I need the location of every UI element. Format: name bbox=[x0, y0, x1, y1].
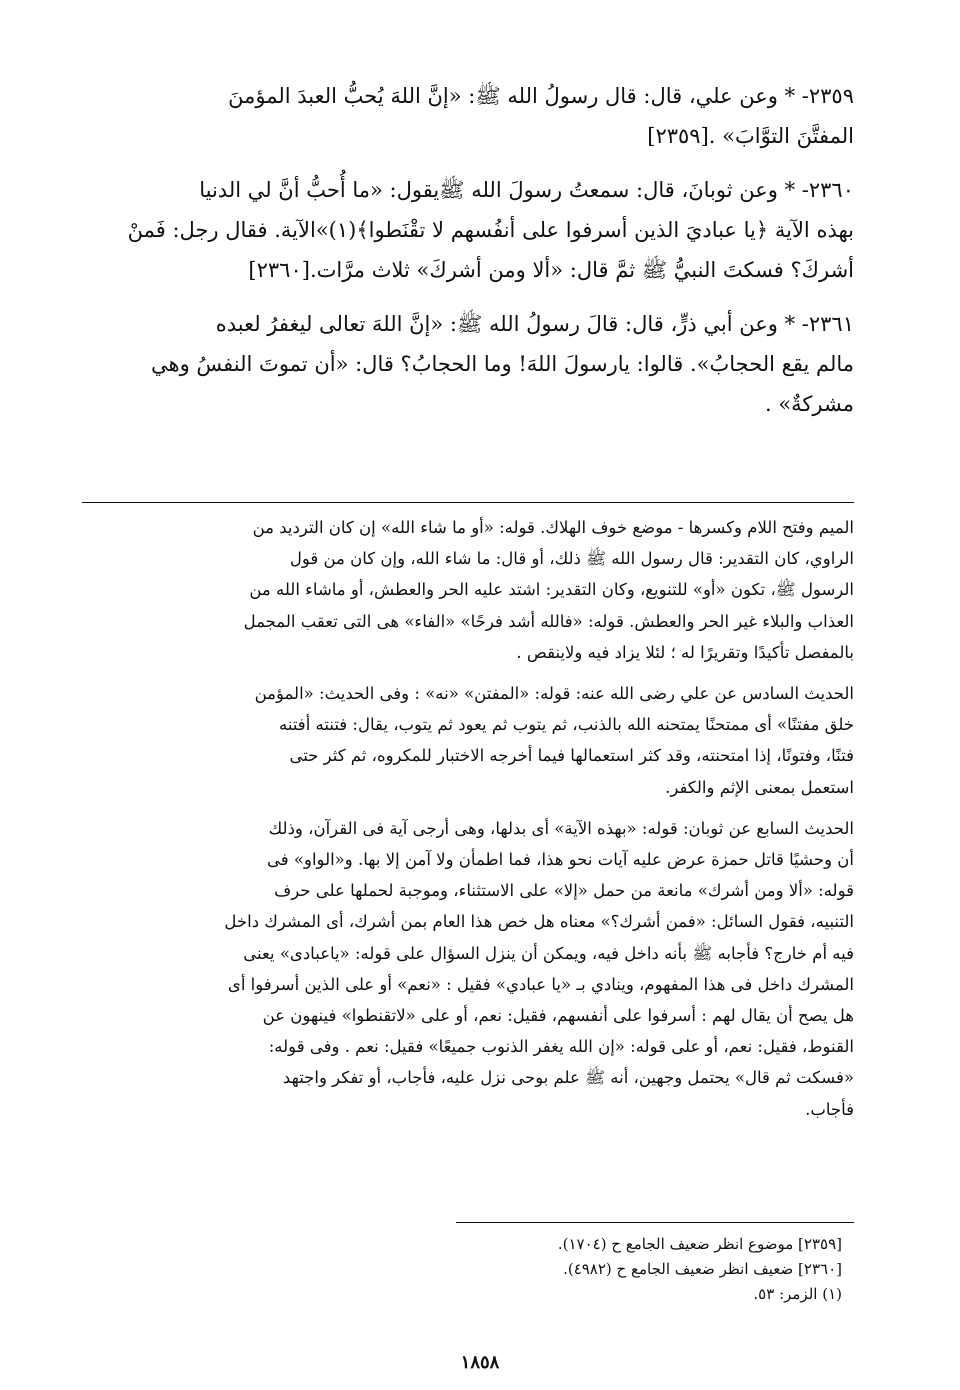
commentary-section bbox=[82, 512, 854, 1135]
text-line: القنوط، فقيل: نعم، أو على قوله: «إن الله يغفر الذنوب جميعًا» فقيل: نعم . وفى قوله: bbox=[268, 1037, 854, 1057]
section-divider bbox=[82, 502, 854, 503]
hadith-2359 bbox=[82, 76, 854, 156]
text-line: فتنًا، وفتونًا، إذا امتحنته، وقد كثر استعمالها فيما أخرجه الاختبار للمكروه، ثم كثر حتى bbox=[289, 746, 854, 766]
text-line: ٢٣٦١- * وعن أبي ذرٍّ، قال: قالَ رسولُ الله ﷺ: «إنَّ اللهَ تعالى ليغفرُ لعبده bbox=[215, 312, 854, 336]
page-number: ١٨٥٨ bbox=[460, 1352, 500, 1373]
hadith-2360 bbox=[82, 170, 854, 290]
footnote: (١) الزمر: ٥٣. bbox=[753, 1285, 842, 1303]
text-line: بالمفصل تأكيدًا وتقريرًا له ؛ لئلا يزاد فيه ولاينقص . bbox=[516, 642, 854, 662]
text-line: المفتَّنَ التوَّابَ» .[٢٣٥٩] bbox=[647, 124, 854, 148]
text-line: الرسول ﷺ، تكون «أو» للتنويع، وكان التقدير: اشتد عليه الحر والعطش، أو ماشاء الله من bbox=[249, 580, 854, 600]
text-line: الحديث السابع عن ثوبان: قوله: «بهذه الآية» أى بدلها، وهى أرجى آية فى القرآن، وذلك bbox=[268, 818, 854, 838]
footnote-divider bbox=[456, 1222, 854, 1223]
commentary-paragraph bbox=[82, 678, 854, 803]
text-line: هل يصح أن يقال لهم : أسرفوا على أنفسهم، فقيل: نعم، أو على «لاتقنطوا» فينهون عن bbox=[262, 1006, 854, 1026]
hadith-2361 bbox=[82, 304, 854, 424]
commentary-paragraph bbox=[82, 813, 854, 1125]
text-line: ٢٣٥٩- * وعن علي، قال: قال رسولُ الله ﷺ: «إنَّ اللهَ يُحبُّ العبدَ المؤمنَ bbox=[228, 84, 854, 108]
text-line: «فسكت ثم قال» يحتمل وجهين، أنه ﷺ علم بوحى نزل عليه، فأجاب، أو تفكر واجتهد bbox=[282, 1068, 854, 1088]
text-line: الحديث السادس عن علي رضى الله عنه: قوله: «المفتن» «نه» : وفى الحديث: «المؤمن bbox=[254, 684, 854, 704]
footnote: [٢٣٥٩] موضوع انظر ضعيف الجامع ح (١٧٠٤). bbox=[557, 1235, 842, 1253]
text-line: بهذه الآية ﴿يا عباديَ الذين أسرفوا على أنفُسهم لا تقْنَطوا﴾(١)»الآية. فقال رجل: فَمنْ bbox=[127, 218, 854, 242]
text-line: أن وحشيًا قاتل حمزة عرض عليه آيات نحو هذا، فما اطمأن ولا آمن إلا بها. و«الواو» فى bbox=[267, 850, 854, 870]
text-line: فأجاب. bbox=[805, 1099, 854, 1119]
footnote: [٢٣٦٠] ضعيف انظر ضعيف الجامع ح (٤٩٨٢). bbox=[563, 1260, 842, 1278]
text-line: فيه أم خارج؟ فأجابه ﷺ بأنه داخل فيه، ويمكن أن ينزل السؤال على قوله: «ياعبادى» يعنى bbox=[243, 943, 854, 963]
text-line: التنبيه، فقول السائل: «فمن أشرك؟» معناه هل خص هذا العام بمن أشرك، أى المشرك داخل bbox=[224, 912, 854, 932]
hadith-section bbox=[82, 76, 854, 438]
text-line: الميم وفتح اللام وكسرها - موضع خوف الهلاك. قوله: «أو ما شاء الله» إن كان الترديد من bbox=[252, 518, 854, 537]
text-line: مشركةٌ» . bbox=[764, 392, 854, 416]
text-line: العذاب والبلاء غير الحر والعطش. قوله: «فالله أشد فرحًا» «الفاء» هى التى تعقب المجمل bbox=[243, 611, 854, 631]
text-line: استعمل بمعنى الإثم والكفر. bbox=[665, 777, 854, 797]
text-line: مالم يقع الحجابُ». قالوا: يارسولَ اللهَ! وما الحجابُ؟ قال: «أن تموتَ النفسُ وهي bbox=[151, 352, 854, 376]
text-line: ٢٣٦٠- * وعن ثوبانَ، قال: سمعتُ رسولَ الله ﷺيقول: «ما أُحبُّ أنَّ لي الدنيا bbox=[199, 178, 854, 202]
text-line: قوله: «ألا ومن أشرك» مانعة من حمل «إلا» على الاستثناء، وموجبة لحملها على حرف bbox=[274, 881, 854, 901]
text-line: أشركَ؟ فسكتَ النبيُّ ﷺ ثمَّ قال: «ألا ومن أشركَ» ثلاث مرَّات.[٢٣٦٠] bbox=[248, 258, 854, 282]
commentary-paragraph bbox=[82, 512, 854, 668]
text-line: خلق مفتنًا» أى ممتحنًا يمتحنه الله بالذنب، ثم يتوب ثم يعود ثم يتوب، يقال: فتنته أفتنه bbox=[279, 715, 854, 735]
text-line: الراوي، كان التقدير: قال رسول الله ﷺ ذلك، أو قال: ما شاء الله، وإن كان من قول bbox=[289, 549, 854, 569]
text-line: المشرك داخل فى هذا المفهوم، وينادي بـ «يا عبادي» فقيل : «نعم» أو على الذين أسرفوا أى bbox=[227, 974, 854, 994]
footnotes bbox=[430, 1232, 842, 1307]
